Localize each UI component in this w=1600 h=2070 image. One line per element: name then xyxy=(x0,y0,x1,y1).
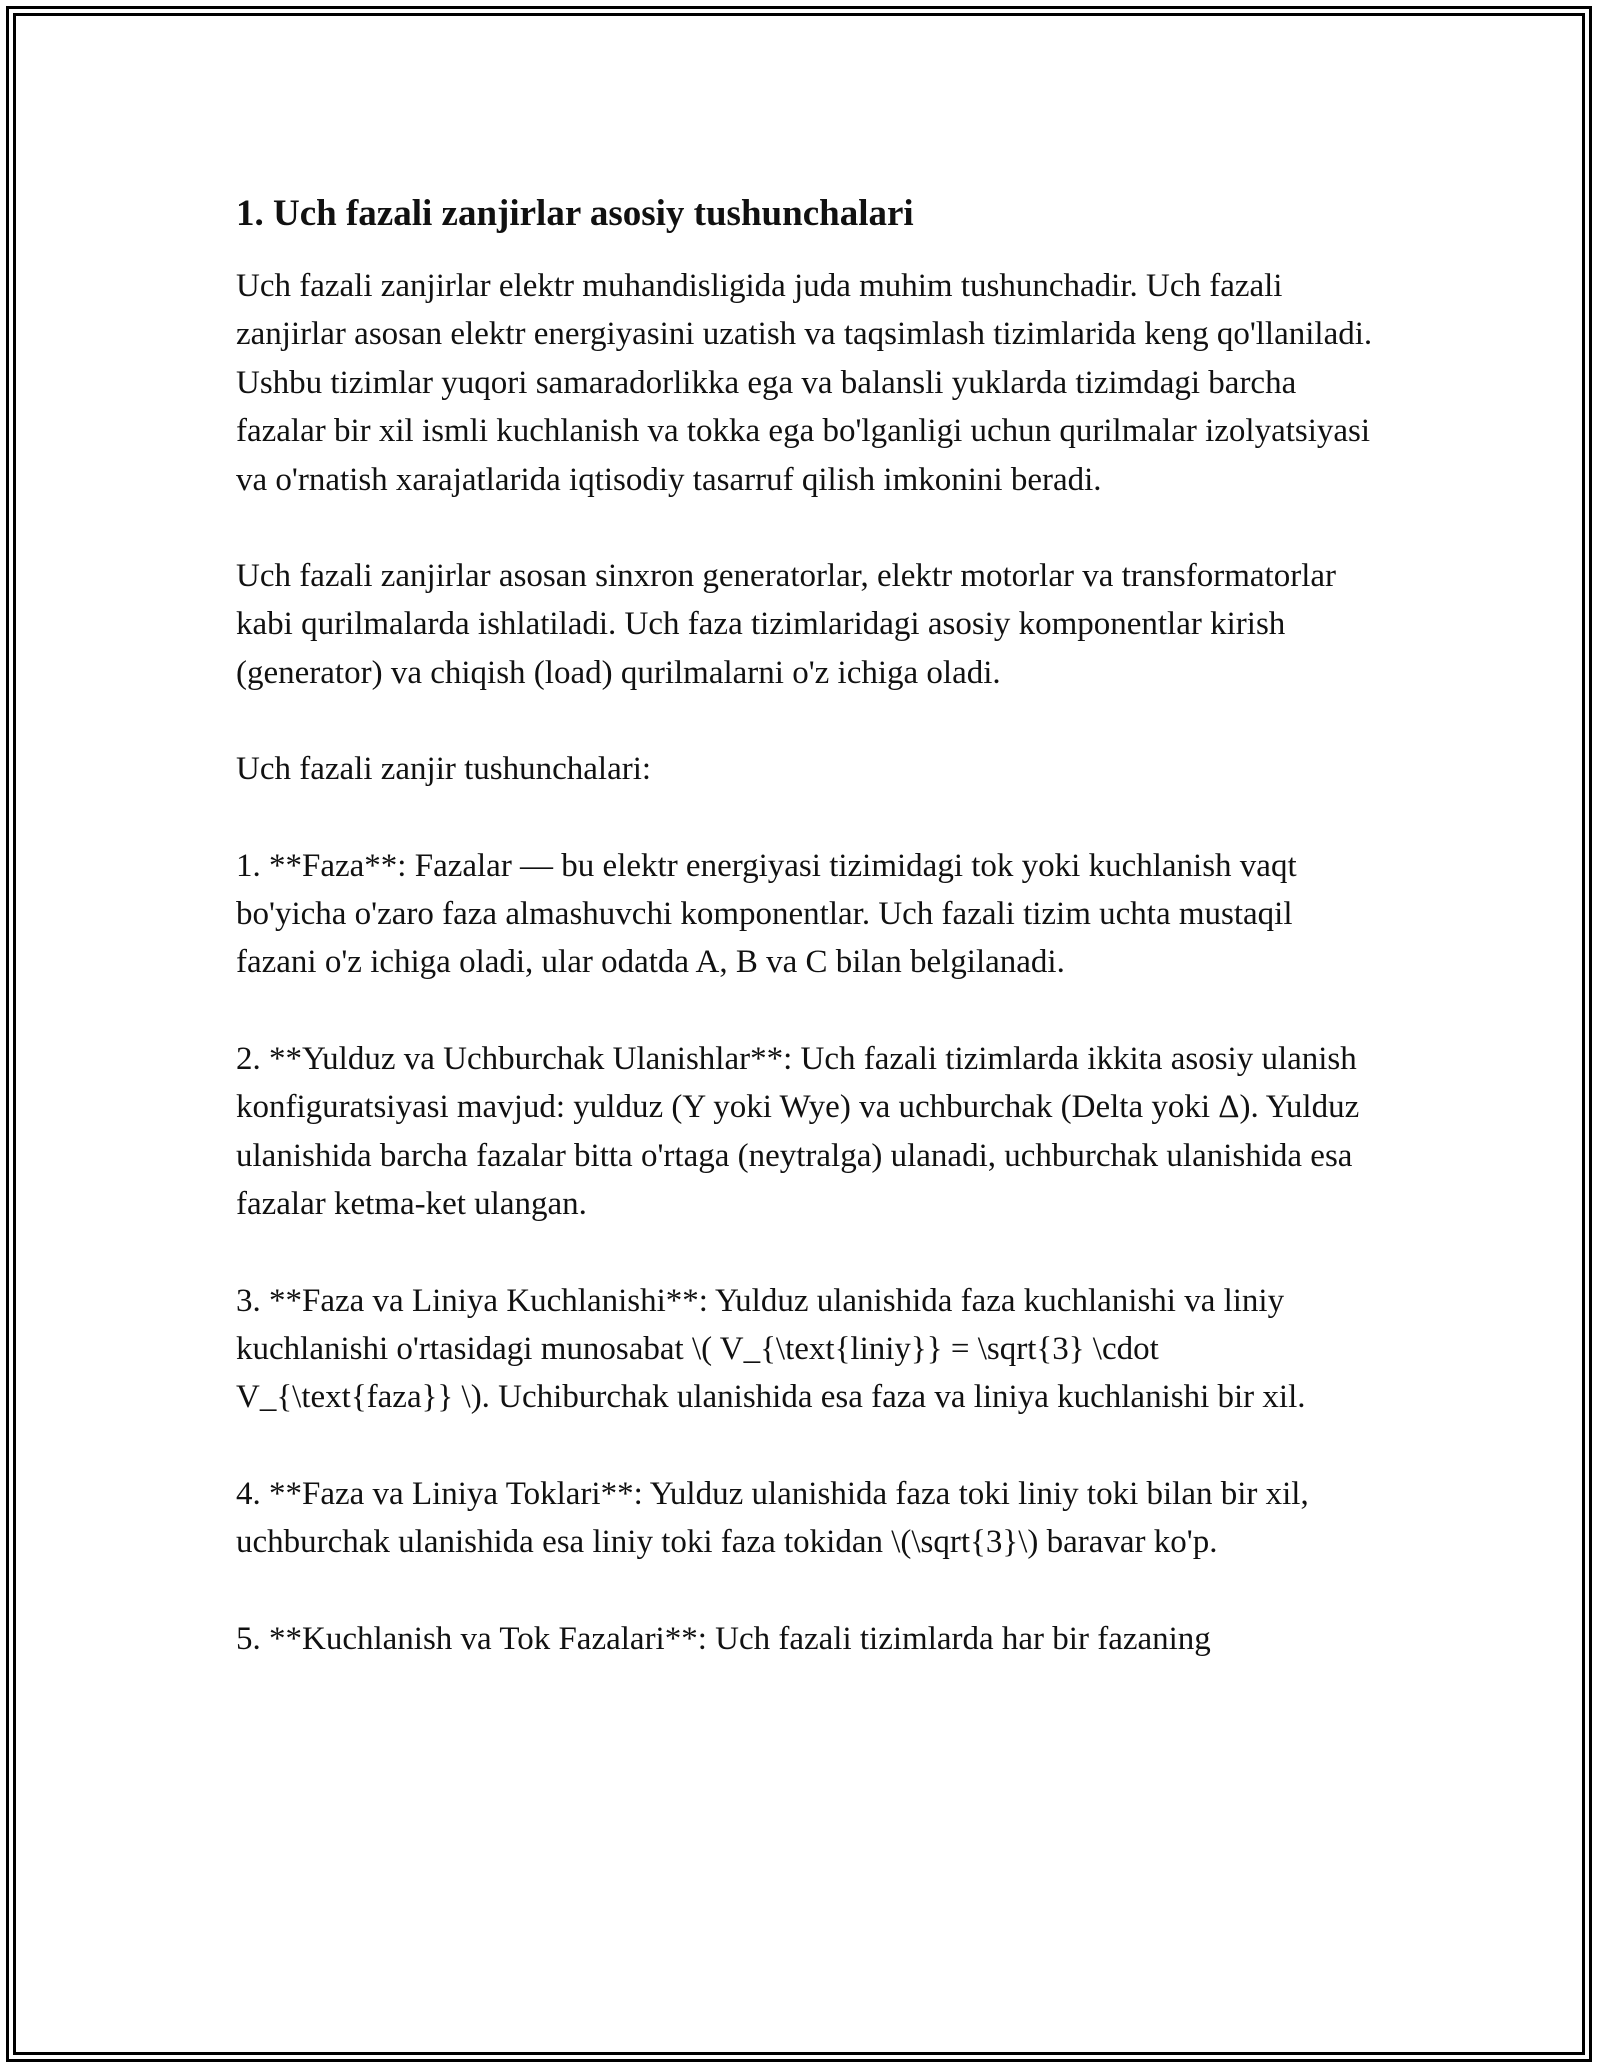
list-item-phases: 5. **Kuchlanish va Tok Fazalari**: Uch fazali tizimlarda har bir fazaning xyxy=(236,1620,1211,1657)
list-item-connections: 2. **Yulduz va Uchburchak Ulanishlar**: Uch fazali tizimlarda ikkita asosiy ulanish konfiguratsiyasi mavjud: yulduz (Y yoki Wye) va uchburchak (Delta yoki Δ). Yulduz ulanishida barcha fazalar bitta o'rtaga (neytralga) ulanadi, uchburchak ulanishida esa fazalar ketma-ket ulangan. xyxy=(236,1040,1360,1223)
list-item-voltage: 3. **Faza va Liniya Kuchlanishi**: Yulduz ulanishida faza kuchlanishi va liniy kuchlanishi o'rtasidagi munosabat \( V_{\text{liniy}} = \sqrt{3} \cdot V_{\text{faza}} \). Uchiburchak ulanishida esa faza va liniya kuchlanishi bir xil. xyxy=(236,1282,1306,1416)
list-item-currents: 4. **Faza va Liniya Toklari**: Yulduz ulanishida faza toki liniy toki bilan bir xil, uchburchak ulanishida esa liniy toki faza tokidan \(\sqrt{3}\) baravar ko'p. xyxy=(236,1475,1309,1561)
paragraph-intro: Uch fazali zanjirlar elektr muhandisligida juda muhim tushunchadir. Uch fazali zanjirlar asosan elektr energiyasini uzatish va taqsimlash tizimlarida keng qo'llaniladi. Ushbu tizimlar yuqori samaradorlikka ega va balansli yuklarda tizimdagi barcha fazalar bir xil ismli kuchlanish va tokka ega bo'lganligi uchun qurilmalar izolyatsiyasi va o'rnatish xarajatlarida iqtisodiy tasarruf qilish imkonini beradi. xyxy=(236,268,1373,498)
document-body xyxy=(236,186,1376,1711)
paragraph-concepts-title: Uch fazali zanjir tushunchalari: xyxy=(236,751,652,788)
list-item-faza: 1. **Faza**: Fazalar — bu elektr energiyasi tizimidagi tok yoki kuchlanish vaqt bo'yicha o'zaro faza almashuvchi komponentlar. Uch fazali tizim uchta mustaqil fazani o'z ichiga oladi, ular odatda A, B va C bilan belgilanadi. xyxy=(236,847,1297,981)
section-heading: 1. Uch fazali zanjirlar asosiy tushunchalari xyxy=(236,193,914,234)
paragraph-usage: Uch fazali zanjirlar asosan sinxron generatorlar, elektr motorlar va transformatorlar kabi qurilmalarda ishlatiladi. Uch faza tizimlaridagi asosiy komponentlar kirish (generator) va chiqish (load) qurilmalarni o'z ichiga oladi. xyxy=(236,558,1337,691)
